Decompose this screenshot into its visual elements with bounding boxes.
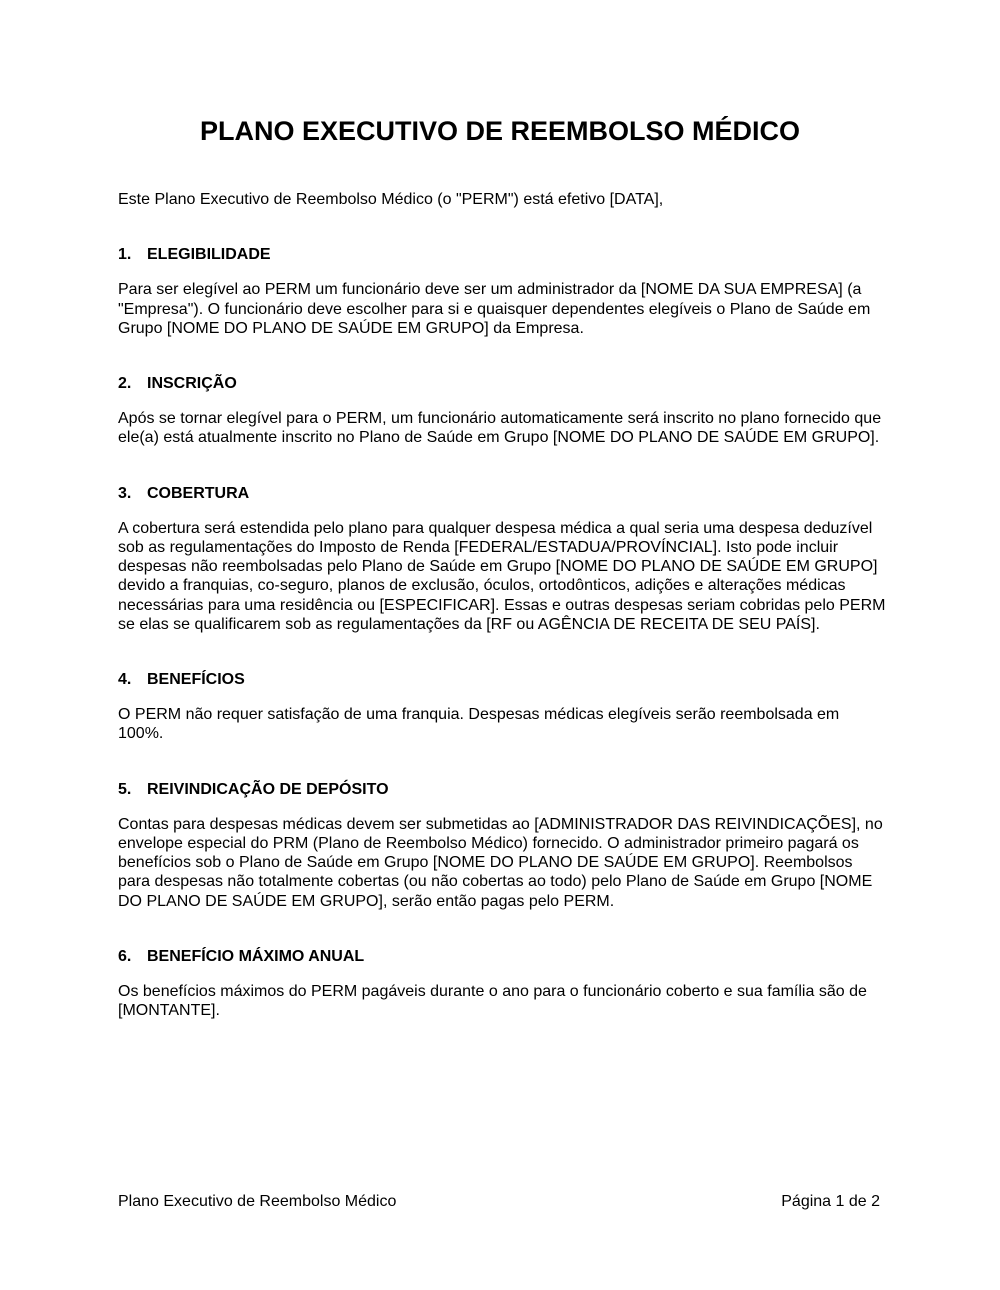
section-heading [118,947,888,966]
section-number: 2. [118,375,132,393]
section-paragraph: Para ser elegível ao PERM um funcionário deve ser um administrador da [NOME DA SUA EMPRESA] (a "Empresa"). O funcionário deve escolher para si e quaisquer dependentes elegíveis o Plano de Saúde em Grupo [NOME DO PLANO DE SAÚDE EM GRUPO] da Empresa. [118,281,871,337]
section-number: 3. [118,484,132,502]
section-heading [118,245,888,264]
section-paragraph: A cobertura será estendida pelo plano para qualquer despesa médica a qual seria uma despesa deduzível sob as regulamentações do Imposto de Renda [FEDERAL/ESTADUA/PROVÍNCIAL]. Isto pode incluir despesas não reembolsadas pelo Plano de Saúde em Grupo [NOME DO PLANO DE SAÚDE EM GRUPO] devido a franquias, co-seguro, planos de exclusão, óculos, ortodônticos, adições e alterações médicas necessárias para uma residência ou [ESPECIFICAR]. Essas e outras despesas seriam cobridas pelo PERM se elas se qualificarem sob as regulamentações da [RF ou AGÊNCIA DE RECEITA DE SEU PAÍS]. [118,519,886,633]
section-number: 6. [118,947,132,965]
section-paragraph: Os benefícios máximos do PERM pagáveis durante o ano para o funcionário coberto e sua família são de [MONTANTE]. [118,983,867,1020]
section-title: COBERTURA [147,484,250,502]
footer-page-number: Página 1 de 2 [781,1193,880,1210]
section-inscricao [118,374,888,448]
section-elegibilidade [118,245,888,338]
section-number: 5. [118,780,132,798]
section-title: INSCRIÇÃO [147,375,237,393]
section-paragraph: O PERM não requer satisfação de uma franquia. Despesas médicas elegíveis serão reembolsada em 100%. [118,706,840,743]
section-reivindicacao-de-deposito [118,780,888,911]
page-footer [118,1193,880,1211]
section-beneficios [118,670,888,744]
section-title: BENEFÍCIOS [147,671,245,689]
section-paragraph: Após se tornar elegível para o PERM, um funcionário automaticamente será inscrito no plano fornecido que ele(a) está atualmente inscrito no Plano de Saúde em Grupo [NOME DO PLANO DE SAÚDE EM GRUPO]. [118,410,882,447]
document-body [118,190,888,1056]
section-heading [118,374,888,393]
section-title: BENEFÍCIO MÁXIMO ANUAL [147,947,365,965]
section-heading [118,780,888,799]
footer-document-name: Plano Executivo de Reembolso Médico [118,1193,397,1210]
section-cobertura [118,484,888,634]
section-number: 4. [118,671,132,689]
intro-paragraph: Este Plano Executivo de Reembolso Médico (o "PERM") está efetivo [DATA], [118,191,664,208]
section-heading [118,484,888,503]
section-title: ELEGIBILIDADE [147,246,271,264]
section-title: REIVINDICAÇÃO DE DEPÓSITO [147,780,389,798]
section-number: 1. [118,246,132,264]
section-heading [118,670,888,689]
section-paragraph: Contas para despesas médicas devem ser submetidas ao [ADMINISTRADOR DAS REIVINDICAÇÕES], no envelope especial do PRM (Plano de Reembolso Médico) fornecido. O administrador primeiro pagará os benefícios sob o Plano de Saúde em Grupo [NOME DO PLANO DE SAÚDE EM GRUPO]. Reembolsos para despesas não totalmente cobertas (ou não cobertas ao todo) pelo Plano de Saúde em Grupo [NOME DO PLANO DE SAÚDE EM GRUPO], serão então pagas pelo PERM. [118,815,883,910]
section-beneficio-maximo-anual [118,947,888,1021]
document-title: PLANO EXECUTIVO DE REEMBOLSO MÉDICO [199,116,801,146]
